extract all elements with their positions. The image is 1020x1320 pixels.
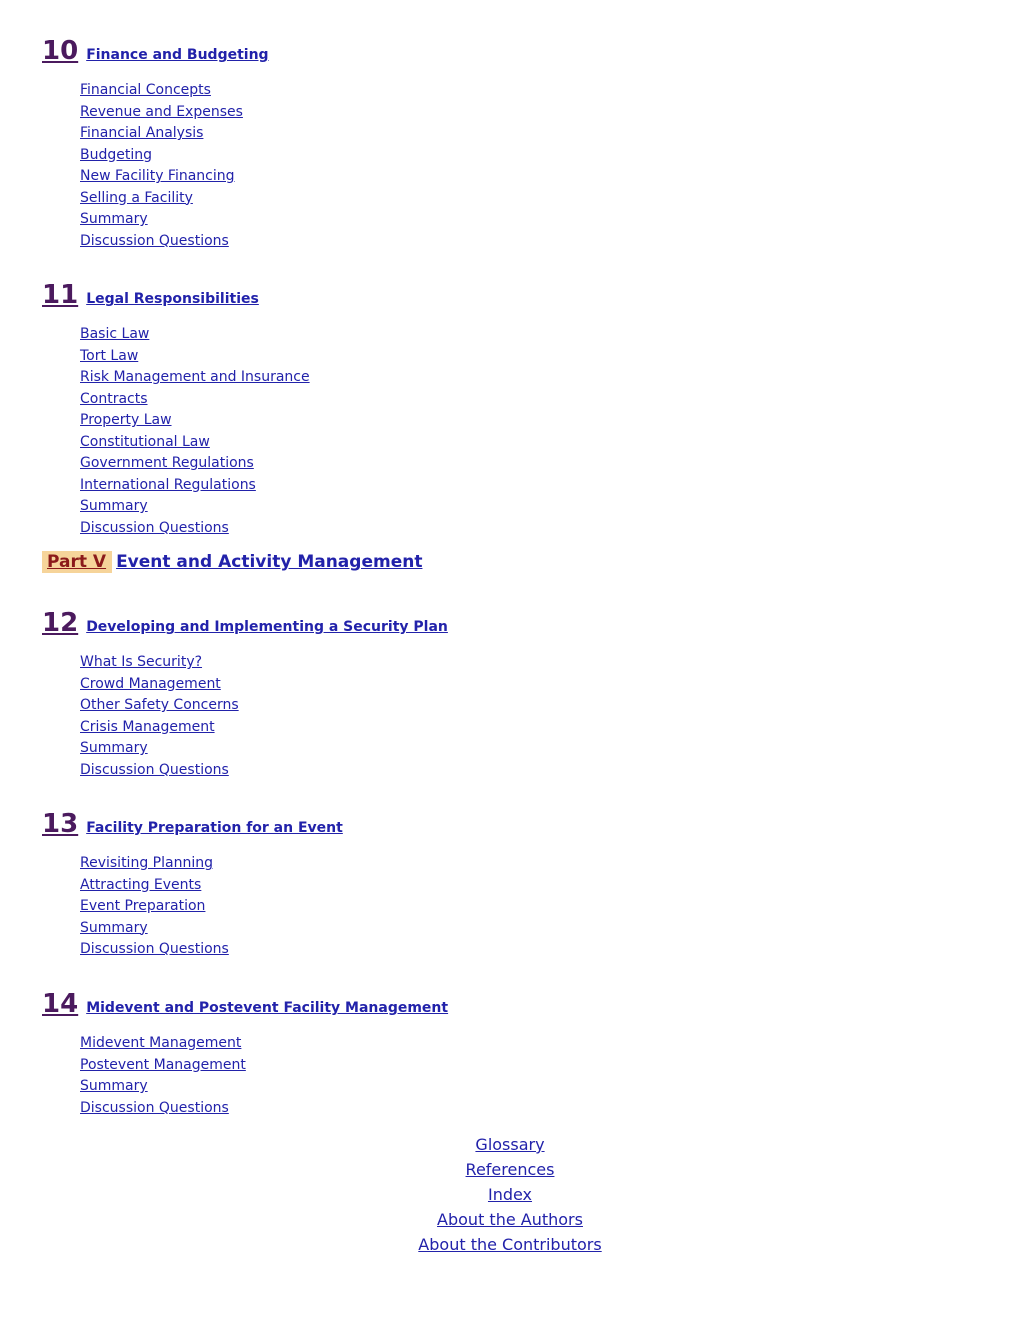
list-item [80, 453, 310, 475]
section-link[interactable]: Attracting Events [80, 876, 202, 893]
section-link[interactable]: Crowd Management [80, 675, 221, 692]
section-link[interactable]: New Facility Financing [80, 168, 235, 184]
section-link[interactable]: Summary [80, 1078, 148, 1094]
list-item [80, 738, 448, 760]
list-item [80, 1098, 448, 1120]
list-item [80, 145, 269, 167]
section-link[interactable]: Risk Management and Insurance [80, 369, 310, 385]
list-item [80, 674, 448, 696]
chapter-number-link[interactable]: 12 [42, 608, 79, 638]
list-item [80, 496, 310, 518]
section-link[interactable]: Midevent Management [80, 1035, 242, 1051]
list-item [80, 346, 310, 368]
list-item [80, 123, 269, 145]
section-link[interactable]: Contracts [80, 390, 148, 407]
section-link[interactable]: Postevent Management [80, 1056, 246, 1073]
section-link[interactable]: Property Law [80, 412, 172, 428]
section-link[interactable]: Other Safety Concerns [80, 697, 239, 713]
list-item [80, 475, 310, 497]
section-link[interactable]: Event Preparation [80, 898, 206, 914]
list-item [80, 918, 343, 940]
section-list [80, 853, 343, 961]
section-link[interactable]: Discussion Questions [80, 519, 229, 536]
section-link[interactable]: Revisiting Planning [80, 855, 213, 871]
list-item [80, 209, 269, 231]
chapter-title-link[interactable]: Finance and Budgeting [86, 47, 269, 63]
list-item [80, 367, 310, 389]
list-item [80, 896, 343, 918]
chapter-number-link[interactable]: 11 [42, 280, 79, 310]
section-link[interactable]: Summary [80, 919, 148, 936]
list-item [80, 102, 269, 124]
about-authors-link[interactable]: About the Authors [437, 1210, 583, 1229]
list-item [80, 853, 343, 875]
chapter-heading [42, 280, 310, 310]
section-link[interactable]: Discussion Questions [80, 941, 229, 957]
about-contributors-link[interactable]: About the Contributors [418, 1235, 602, 1254]
list-item [0, 1157, 1020, 1182]
chapter-11 [42, 280, 310, 539]
list-item [80, 410, 310, 432]
list-item [0, 1232, 1020, 1257]
section-list [80, 80, 269, 252]
section-link[interactable]: Discussion Questions [80, 761, 229, 778]
section-link[interactable]: Discussion Questions [80, 232, 229, 249]
chapter-heading [42, 989, 448, 1019]
chapter-number-link[interactable]: 14 [42, 989, 79, 1019]
chapter-title-link[interactable]: Legal Responsibilities [86, 291, 259, 307]
list-item [80, 652, 448, 674]
list-item [80, 80, 269, 102]
list-item [80, 1076, 448, 1098]
part-label-link[interactable]: Part V [42, 551, 112, 573]
list-item [80, 717, 448, 739]
references-link[interactable]: References [465, 1160, 555, 1179]
section-link[interactable]: Budgeting [80, 146, 153, 163]
section-link[interactable]: What Is Security? [80, 654, 203, 670]
chapter-12 [42, 608, 448, 781]
list-item [80, 432, 310, 454]
list-item [80, 166, 269, 188]
list-item [80, 188, 269, 210]
chapter-title-link[interactable]: Developing and Implementing a Security Plan [86, 619, 448, 635]
chapter-10 [42, 36, 269, 252]
list-item [0, 1132, 1020, 1157]
part-heading [42, 551, 422, 573]
section-link[interactable]: Selling a Facility [80, 189, 193, 206]
list-item [80, 324, 310, 346]
list-item [80, 760, 448, 782]
section-link[interactable]: Basic Law [80, 326, 150, 342]
section-list [80, 652, 448, 781]
list-item [80, 518, 310, 540]
chapter-title-link[interactable]: Midevent and Postevent Facility Management [86, 1000, 449, 1016]
list-item [80, 1033, 448, 1055]
list-item [80, 1055, 448, 1077]
section-link[interactable]: International Regulations [80, 476, 256, 493]
backmatter-list [0, 1132, 1020, 1257]
chapter-13 [42, 809, 343, 961]
list-item [80, 389, 310, 411]
section-link[interactable]: Summary [80, 211, 148, 227]
part-title-link[interactable]: Event and Activity Management [116, 552, 423, 572]
list-item [80, 695, 448, 717]
section-link[interactable]: Crisis Management [80, 718, 215, 735]
chapter-heading [42, 809, 343, 839]
chapter-heading [42, 608, 448, 638]
section-link[interactable]: Constitutional Law [80, 433, 210, 450]
section-link[interactable]: Summary [80, 740, 148, 756]
chapter-title-link[interactable]: Facility Preparation for an Event [86, 820, 343, 836]
section-link[interactable]: Financial Concepts [80, 82, 211, 98]
section-link[interactable]: Tort Law [80, 347, 139, 364]
index-link[interactable]: Index [487, 1185, 533, 1204]
section-list [80, 1033, 448, 1119]
list-item [0, 1182, 1020, 1207]
chapter-14 [42, 989, 448, 1119]
section-link[interactable]: Discussion Questions [80, 1099, 229, 1116]
section-link[interactable]: Government Regulations [80, 455, 254, 471]
glossary-link[interactable]: Glossary [475, 1135, 545, 1154]
section-link[interactable]: Revenue and Expenses [80, 103, 243, 120]
section-link[interactable]: Summary [80, 498, 148, 514]
section-list [80, 324, 310, 539]
list-item [80, 939, 343, 961]
list-item [80, 875, 343, 897]
chapter-number-link[interactable]: 10 [42, 36, 79, 66]
chapter-heading [42, 36, 269, 66]
list-item [80, 231, 269, 253]
chapter-number-link[interactable]: 13 [42, 809, 79, 839]
section-link[interactable]: Financial Analysis [80, 125, 204, 141]
list-item [0, 1207, 1020, 1232]
